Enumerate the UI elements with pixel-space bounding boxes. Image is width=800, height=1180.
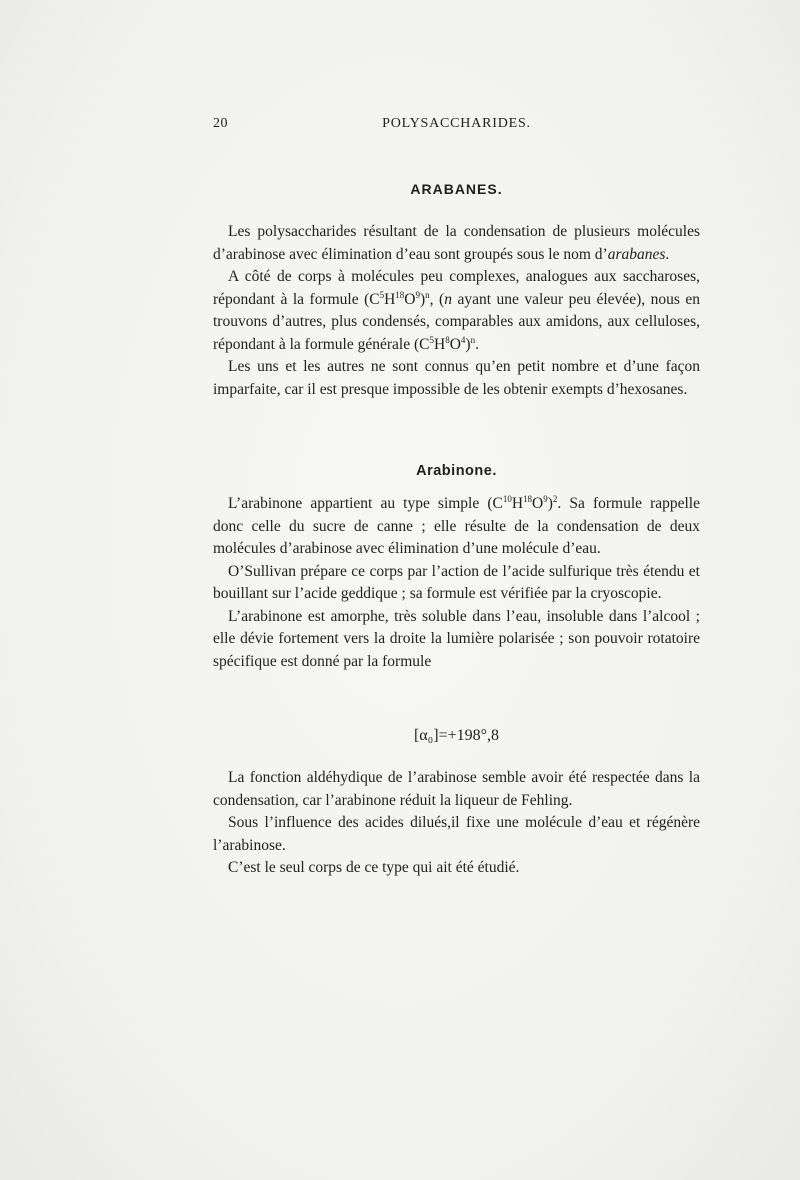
- closing-paragraph-2: Sous l’influence des acides dilués,il fixe une molécule d’eau et régénère l’arabinose.: [213, 814, 700, 854]
- closing-text: [213, 767, 700, 880]
- closing-paragraph-3: C’est le seul corps de ce type qui ait été étudié.: [228, 859, 520, 876]
- arabinone-paragraph-1: L’arabinone appartient au type simple $(C^{10}H^{18}O^9)^2$. Sa formule rappelle donc celle du sucre de canne ; elle résulte de la condensation de deux molécules d’arabinose avec élimination d’une molécule d’eau.: [213, 493, 700, 557]
- page-header: [213, 116, 700, 136]
- section-title: ARABANES.: [410, 181, 503, 197]
- intro-paragraph-1: Les polysaccharides résultant de la condensation de plusieurs molécules d’arabinose avec élimination d’eau sont groupés sous le nom d’arabanes.: [213, 223, 700, 263]
- rotation-formula: [α₀]=+198°,8: [413, 727, 500, 744]
- closing-paragraph-1: La fonction aldéhydique de l’arabinose semble avoir été respectée dans la condensation, car l’arabinone réduit la liqueur de Fehling.: [213, 769, 700, 809]
- intro-paragraph-3: Les uns et les autres ne sont connus qu’en petit nombre et d’une façon imparfaite, car il est presque impossible de les obtenir exempts d’hexosanes.: [213, 358, 700, 398]
- arabinone-text: [213, 493, 700, 673]
- intro-text: [213, 221, 700, 401]
- subheading-arabinone: Arabinone.: [416, 463, 497, 479]
- arabinone-paragraph-3: L’arabinone est amorphe, très soluble dans l’eau, insoluble dans l’alcool ; elle dévie fortement vers la droite la lumière polarisée ; son pouvoir rotatoire spécifique est donné par la formule: [213, 607, 700, 670]
- page-number: 20: [213, 116, 228, 131]
- arabinone-paragraph-2: O’Sullivan prépare ce corps par l’action de l’acide sulfurique très étendu et bouillant sur l’acide geddique ; sa formule est vérifiée par la cryoscopie.: [213, 562, 700, 602]
- intro-paragraph-2: A côté de corps à molécules peu complexes, analogues aux saccharoses, répondant à la formule $(C^5H^{18}O^9)^n$, (n ayant une valeur peu élevée), nous en trouvons d’autres, plus condensés, comparables aux amidons, aux celluloses, répondant à la formule générale $(C^5H^8O^4)^n$.: [213, 268, 701, 353]
- running-head: POLYSACCHARIDES.: [382, 116, 531, 131]
